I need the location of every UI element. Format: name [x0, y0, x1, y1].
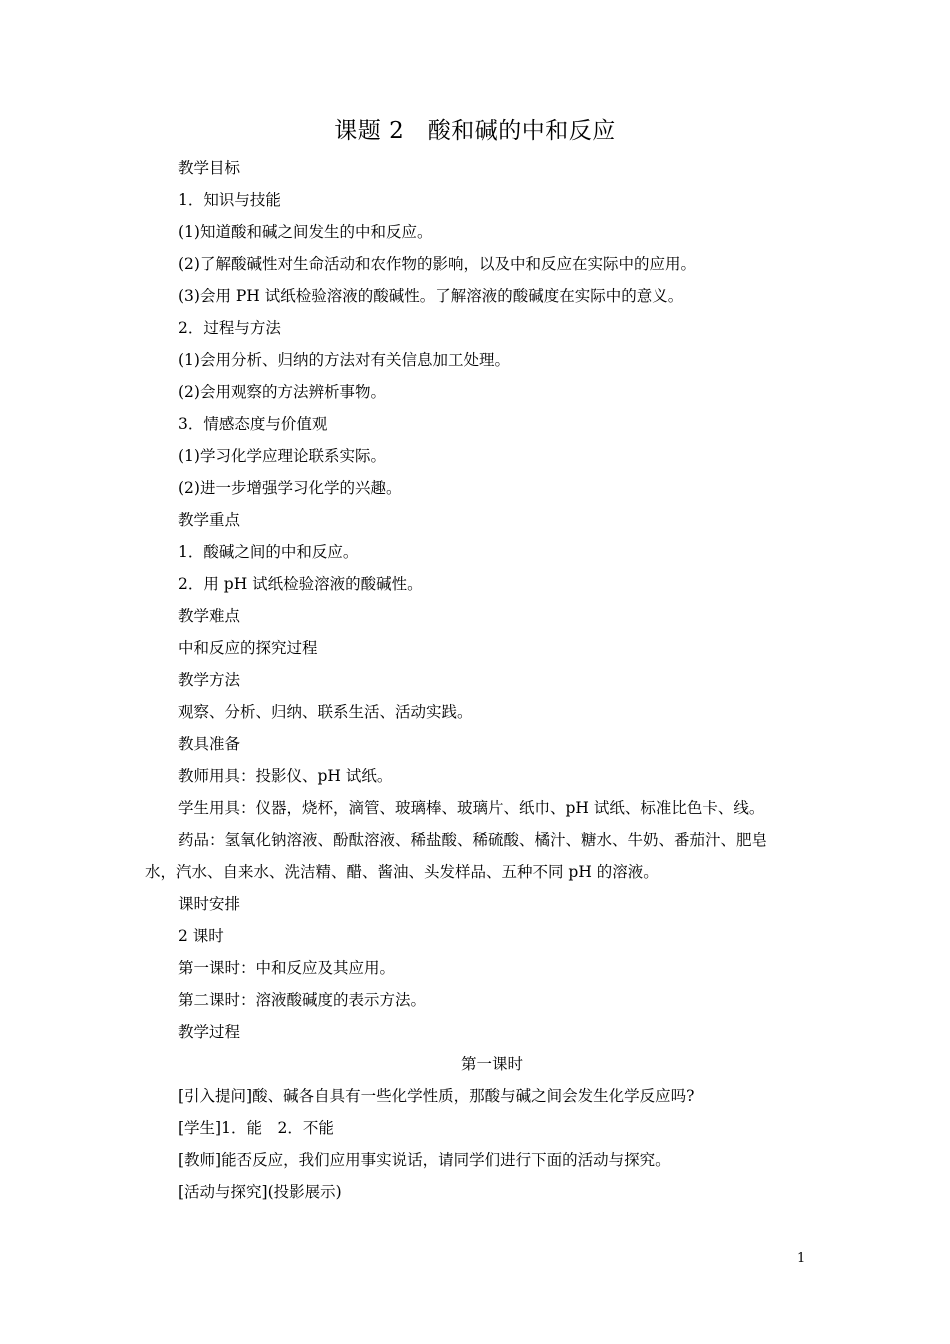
- reagents-line-2: 水，汽水、自来水、洗洁精、醋、酱油、头发样品、五种不同 pH 的溶液。: [145, 863, 659, 881]
- lesson-1-heading: 第一课时: [460, 1055, 523, 1073]
- student-tools: 学生用具：仪器，烧杯，滴管、玻璃棒、玻璃片、纸巾、pH 试纸、标准比色卡、线。: [178, 799, 765, 817]
- heading-teaching-aids: 教具准备: [178, 735, 241, 753]
- schedule-lesson-1: 第一课时：中和反应及其应用。: [178, 959, 396, 977]
- objective-item: (3)会用 PH 试纸检验溶液的酸碱性。了解溶液的酸碱度在实际中的意义。: [178, 287, 684, 305]
- objective-item: (2)会用观察的方法辨析事物。: [178, 383, 386, 401]
- heading-schedule: 课时安排: [178, 895, 241, 913]
- key-point-item: 1．酸碱之间的中和反应。: [178, 543, 359, 561]
- objective-item: (1)会用分析、归纳的方法对有关信息加工处理。: [178, 351, 510, 369]
- key-point-item: 2．用 pH 试纸检验溶液的酸碱性。: [178, 575, 423, 593]
- schedule-lesson-2: 第二课时：溶液酸碱度的表示方法。: [178, 991, 427, 1009]
- objective-item: (2)了解酸碱性对生命活动和农作物的影响，以及中和反应在实际中的应用。: [178, 255, 696, 273]
- page-number: 1: [797, 1251, 806, 1266]
- document-body: [145, 152, 809, 1208]
- schedule-total: 2 课时: [178, 927, 224, 945]
- subheading-process-methods: 2．过程与方法: [178, 319, 281, 337]
- dialogue-line: [教师]能否反应，我们应用事实说话，请同学们进行下面的活动与探究。: [178, 1151, 671, 1169]
- objective-item: (1)知道酸和碱之间发生的中和反应。: [178, 223, 433, 241]
- subheading-knowledge-skills: 1．知识与技能: [178, 191, 281, 209]
- objective-item: (2)进一步增强学习化学的兴趣。: [178, 479, 402, 497]
- subheading-emotional-values: 3．情感态度与价值观: [178, 415, 328, 433]
- heading-teaching-methods: 教学方法: [178, 671, 241, 689]
- document-title: 课题 2 酸和碱的中和反应: [334, 118, 616, 144]
- dialogue-line: [学生]1．能 2．不能: [178, 1119, 334, 1137]
- heading-key-points: 教学重点: [178, 511, 241, 529]
- dialogue-line: [活动与探究](投影展示): [178, 1183, 342, 1201]
- heading-teaching-objectives: 教学目标: [178, 159, 241, 177]
- difficulty-text: 中和反应的探究过程: [178, 639, 318, 657]
- reagents-line-1: 药品：氢氧化钠溶液、酚酞溶液、稀盐酸、稀硫酸、橘汁、糖水、牛奶、番茄汁、肥皂: [178, 831, 768, 849]
- methods-text: 观察、分析、归纳、联系生活、活动实践。: [178, 703, 473, 721]
- heading-difficulties: 教学难点: [178, 607, 241, 625]
- objective-item: (1)学习化学应理论联系实际。: [178, 447, 386, 465]
- heading-teaching-process: 教学过程: [178, 1023, 241, 1041]
- teacher-tools: 教师用具：投影仪、pH 试纸。: [178, 767, 393, 785]
- dialogue-line: [引入提问]酸、碱各自具有一些化学性质，那酸与碱之间会发生化学反应吗?: [178, 1087, 695, 1105]
